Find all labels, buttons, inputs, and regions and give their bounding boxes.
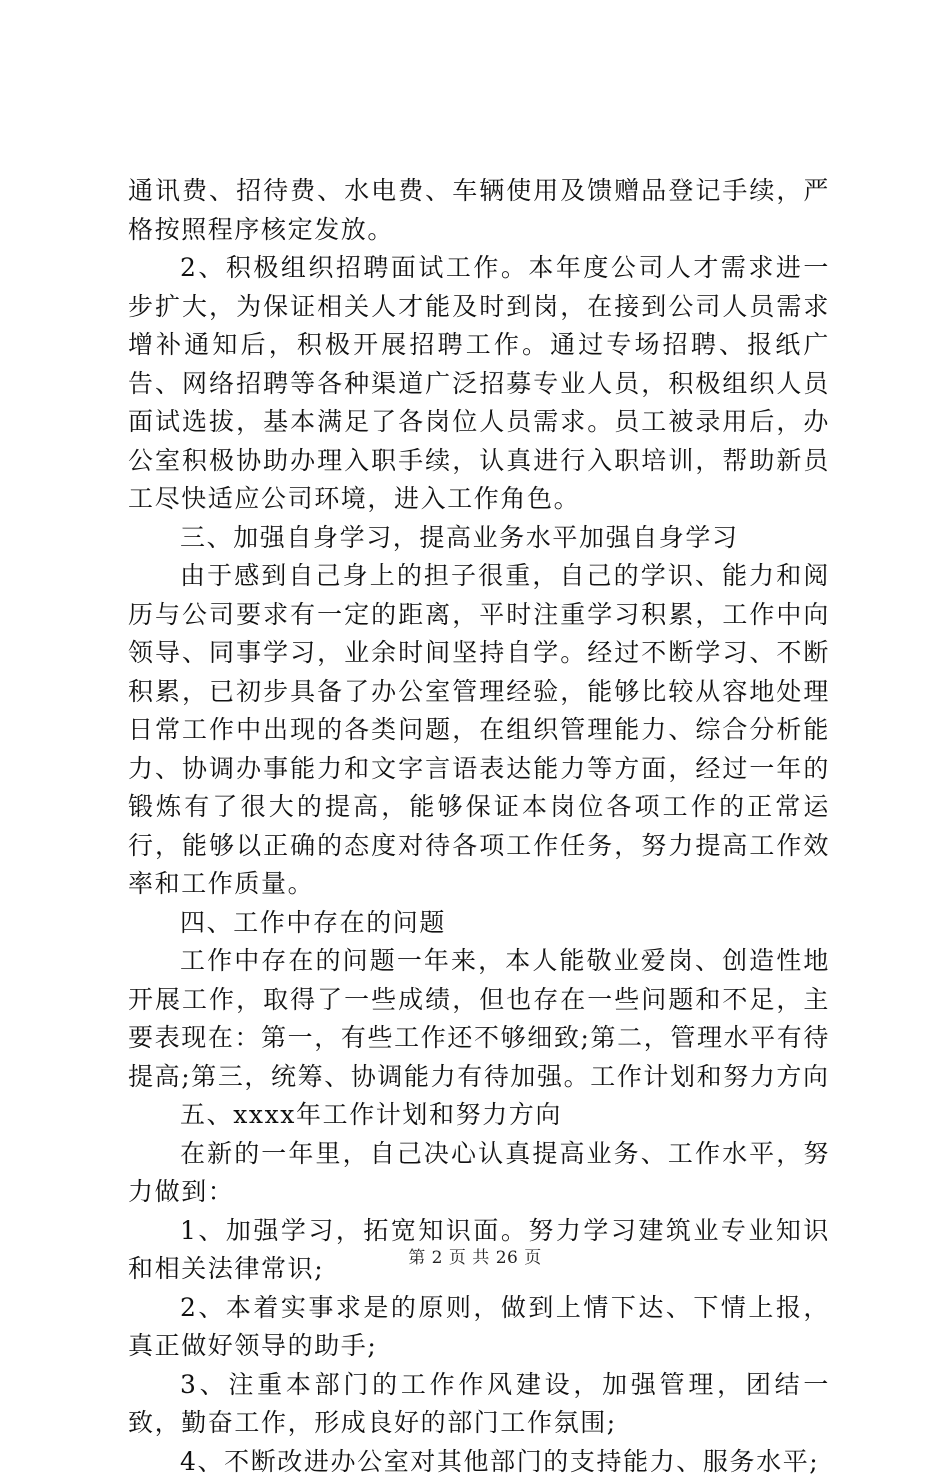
section-heading-5: 五、xxxx年工作计划和努力方向 [128,1096,830,1135]
plan-item-1: 1、加强学习，拓宽知识面。努力学习建筑业专业知识和相关法律常识; [128,1212,830,1289]
paragraph-recruitment: 2、积极组织招聘面试工作。本年度公司人才需求进一步扩大，为保证相关人才能及时到岗，在接到公司人员需求增补通知后，积极开展招聘工作。通过专场招聘、报纸广告、网络招聘等各种渠道广泛招募专业人员，积极组织人员面试选拔，基本满足了各岗位人员需求。员工被录用后，办公室积极协助办理入职手续，认真进行入职培训，帮助新员工尽快适应公司环境，进入工作角色。 [128,249,830,519]
paragraph-plan-intro: 在新的一年里，自己决心认真提高业务、工作水平，努力做到： [128,1135,830,1212]
paragraph-self-study: 由于感到自己身上的担子很重，自己的学识、能力和阅历与公司要求有一定的距离，平时注重学习积累，工作中向领导、同事学习，业余时间坚持自学。经过不断学习、不断积累，已初步具备了办公室管理经验，能够比较从容地处理日常工作中出现的各类问题，在组织管理能力、综合分析能力、协调办事能力和文字言语表达能力等方面，经过一年的锻炼有了很大的提高，能够保证本岗位各项工作的正常运行，能够以正确的态度对待各项工作任务，努力提高工作效率和工作质量。 [128,557,830,904]
page-number-footer: 第 2 页 共 26 页 [0,1243,950,1268]
document-body [128,172,830,1481]
section-heading-4: 四、工作中存在的问题 [128,904,830,943]
plan-item-3: 3、注重本部门的工作作风建设，加强管理，团结一致，勤奋工作，形成良好的部门工作氛围; [128,1366,830,1443]
plan-item-2: 2、本着实事求是的原则，做到上情下达、下情上报，真正做好领导的助手; [128,1289,830,1366]
plan-item-4: 4、不断改进办公室对其他部门的支持能力、服务水平; [128,1443,830,1481]
paragraph-continuation: 通讯费、招待费、水电费、车辆使用及馈赠品登记手续，严格按照程序核定发放。 [128,172,830,249]
section-heading-3: 三、加强自身学习，提高业务水平加强自身学习 [128,519,830,558]
paragraph-problems: 工作中存在的问题一年来，本人能敬业爱岗、创造性地开展工作，取得了一些成绩，但也存在一些问题和不足，主要表现在：第一，有些工作还不够细致;第二，管理水平有待提高;第三，统筹、协调能力有待加强。工作计划和努力方向 [128,942,830,1096]
